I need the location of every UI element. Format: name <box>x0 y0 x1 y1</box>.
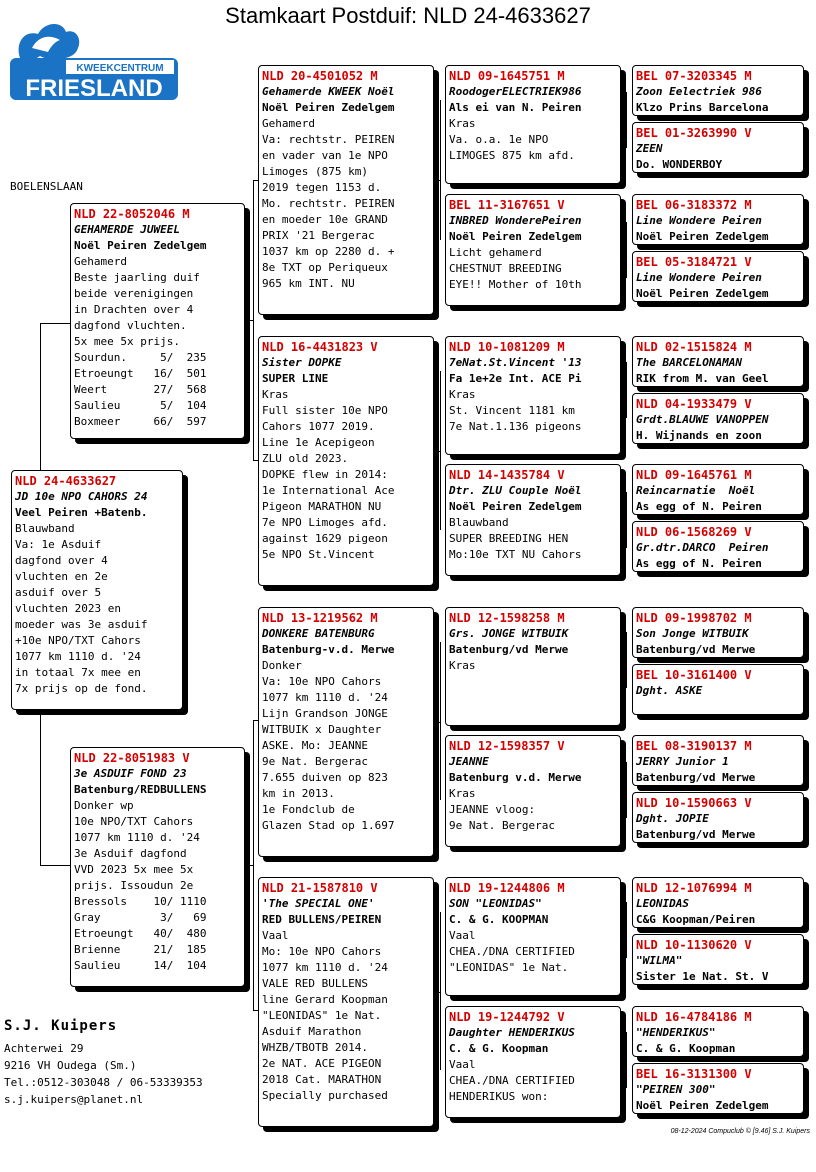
note-line: VVD 2023 5x mee 5x <box>74 863 194 876</box>
pedigree-card-gen5-12 <box>632 792 804 843</box>
ring-number: BEL 01-3263990 V <box>636 126 752 140</box>
note-line: 3e Asduif dagfond <box>74 847 187 860</box>
note-line: Kras <box>449 388 476 401</box>
note-line: 7x prijs op de fond. <box>15 682 148 695</box>
note-line: Mo. rechtstr. PEIREN <box>262 197 395 210</box>
ring-number: NLD 09-1998702 M <box>636 611 752 625</box>
note-line: Brienne 21/ 185 <box>74 943 207 956</box>
ring-number: NLD 09-1645751 M <box>449 69 565 83</box>
pedigree-card-gen4-4 <box>445 464 621 576</box>
note-line: prijs. Issoudun 2e <box>74 879 194 892</box>
pedigree-card-gen5-13 <box>632 877 804 928</box>
breeder: Batenburg-v.d. Merwe <box>262 643 395 656</box>
owner-phone: Tel.:0512-303048 / 06-53339353 <box>4 1076 203 1089</box>
ring-number: NLD 10-1081209 M <box>449 340 565 354</box>
ring-number: NLD 14-1435784 V <box>449 468 565 482</box>
pigeon-name: SON "LEONIDAS" <box>449 897 542 910</box>
breeder: Noël Peiren Zedelgem <box>74 239 207 252</box>
pigeon-name: RoodogerELECTRIEK986 <box>449 85 582 98</box>
note-line: DOPKE flew in 2014: <box>262 468 388 481</box>
note-line: CHEA./DNA CERTIFIED <box>449 1074 575 1087</box>
pigeon-name: JEANNE <box>449 755 489 768</box>
pedigree-card-gen5-9 <box>632 607 804 658</box>
note-line: WITBUIK x Daughter <box>262 723 382 736</box>
pigeon-name: ZEEN <box>636 142 663 155</box>
pigeon-name: Line Wondere Peiren <box>636 214 762 227</box>
note-line: Blauwband <box>15 522 75 535</box>
note-line: CHEA./DNA CERTIFIED <box>449 945 575 958</box>
pedigree-card-gen4-3 <box>445 336 621 455</box>
ring-number: NLD 19-1244792 V <box>449 1010 565 1024</box>
note-line: SUPER BREEDING HEN <box>449 532 569 545</box>
breeder: Noël Peiren Zedelgem <box>449 230 582 243</box>
pedigree-card-gen5-14 <box>632 934 804 985</box>
pedigree-card-gen4-8 <box>445 1006 621 1118</box>
breeder: RIK from M. van Geel <box>636 372 769 385</box>
note-line: Pigeon MARATHON NU <box>262 500 382 513</box>
note-line: +10e NPO/TXT Cahors <box>15 634 141 647</box>
ring-number: NLD 12-1598357 V <box>449 739 565 753</box>
note-line: 1037 km op 2280 d. + <box>262 245 395 258</box>
breeder: C&G Koopman/Peiren <box>636 913 756 926</box>
pedigree-card-gen4-1 <box>445 65 621 184</box>
pigeon-name: "PEIREN 300" <box>636 1083 716 1096</box>
breeder: SUPER LINE <box>262 372 329 385</box>
pigeon-name: Dght. JOPIE <box>636 812 709 825</box>
owner-name: S.J. Kuipers <box>4 1018 118 1034</box>
note-line: vluchten 2023 en <box>15 602 121 615</box>
note-line: Glazen Stad op 1.697 <box>262 819 395 832</box>
breeder: C. & G. Koopman <box>449 1042 549 1055</box>
pigeon-name: Grdt.BLAUWE VANOPPEN <box>636 413 769 426</box>
note-line: Etroeungt 16/ 501 <box>74 367 207 380</box>
ring-number: BEL 08-3190137 M <box>636 739 752 753</box>
pedigree-card-gen4-5 <box>445 607 621 726</box>
note-line: Full sister 10e NPO <box>262 404 388 417</box>
note-line: Beste jaarling duif <box>74 271 200 284</box>
note-line: Donker wp <box>74 799 134 812</box>
pedigree-card-gen4-7 <box>445 877 621 996</box>
note-line: Cahors 1077 2019. <box>262 420 375 433</box>
note-line: 1077 km 1110 d. '24 <box>15 650 141 663</box>
pedigree-card-gen3-3 <box>258 607 434 857</box>
note-line: Saulieu 5/ 104 <box>74 399 207 412</box>
footer-credit: 08-12-2024 Compuclub © [9.46] S.J. Kuipers <box>670 1128 810 1135</box>
note-line: Weert 27/ 568 <box>74 383 207 396</box>
pigeon-name: DONKERE BATENBURG <box>262 627 375 640</box>
note-line: Gehamerd <box>74 255 127 268</box>
pigeon-name: Zoon Eelectriek 986 <box>636 85 762 98</box>
pigeon-name: LEONIDAS <box>636 897 689 910</box>
location-label: BOELENSLAAN <box>10 180 83 193</box>
ring-number: NLD 10-1130620 V <box>636 938 752 952</box>
pigeon-name: Daughter HENDERIKUS <box>449 1026 575 1039</box>
ring-number: NLD 20-4501052 M <box>262 69 378 83</box>
note-line: en moeder 10e GRAND <box>262 213 388 226</box>
note-line: "LEONIDAS" 1e Nat. <box>262 1009 382 1022</box>
note-line: Kras <box>449 659 476 672</box>
note-line: Va: 10e NPO Cahors <box>262 675 382 688</box>
note-line: line Gerard Koopman <box>262 993 388 1006</box>
pedigree-card-gen5-4 <box>632 251 804 302</box>
pedigree-card-subject <box>11 470 183 710</box>
note-line: 1e Fondclub de <box>262 803 355 816</box>
note-line: Mo: 10e NPO Cahors <box>262 945 382 958</box>
note-line: 1e International Ace <box>262 484 395 497</box>
note-line: EYE!! Mother of 10th <box>449 278 582 291</box>
breeder: RED BULLENS/PEIREN <box>262 913 382 926</box>
pedigree-card-gen3-2 <box>258 336 434 586</box>
pigeon-name: "WILMA" <box>636 954 683 967</box>
ring-number: BEL 06-3183372 M <box>636 198 752 212</box>
breeder: Noël Peiren Zedelgem <box>636 230 769 243</box>
note-line: "LEONIDAS" 1e Nat. <box>449 961 569 974</box>
note-line: dagfond vluchten. <box>74 319 187 332</box>
note-line: 7.655 duiven op 823 <box>262 771 388 784</box>
note-line: Asduif Marathon <box>262 1025 362 1038</box>
pedigree-card-gen5-10 <box>632 664 804 715</box>
note-line: ASKE. Mo: JEANNE <box>262 739 368 752</box>
note-line: in Drachten over 4 <box>74 303 194 316</box>
pigeon-name: Grs. JONGE WITBUIK <box>449 627 569 640</box>
ring-number: NLD 12-1598258 M <box>449 611 565 625</box>
note-line: 10e NPO/TXT Cahors <box>74 815 194 828</box>
note-line: Specially purchased <box>262 1089 388 1102</box>
ring-number: NLD 16-4431823 V <box>262 340 378 354</box>
pedigree-card-gen4-6 <box>445 735 621 847</box>
owner-block <box>4 1018 203 1108</box>
note-line: Gehamerd <box>262 117 315 130</box>
breeder: Batenburg/vd Merwe <box>449 643 569 656</box>
pedigree-card-gen5-7 <box>632 464 804 515</box>
kweekcentrum-friesland-logo <box>10 18 178 102</box>
ring-number: NLD 22-8051983 V <box>74 751 190 765</box>
note-line: 2018 Cat. MARATHON <box>262 1073 382 1086</box>
pedigree-card-gen5-15 <box>632 1006 804 1057</box>
breeder: C. & G. KOOPMAN <box>449 913 549 926</box>
pigeon-name: Dtr. ZLU Couple Noël <box>449 484 582 497</box>
note-line: VALE RED BULLENS <box>262 977 368 990</box>
note-line: 1077 km 1110 d. '24 <box>262 961 388 974</box>
pedigree-card-gen5-5 <box>632 336 804 387</box>
ring-number: BEL 16-3131300 V <box>636 1067 752 1081</box>
note-line: ZLU old 2023. <box>262 452 349 465</box>
pigeon-name: "HENDERIKUS" <box>636 1026 716 1039</box>
note-line: 9e Nat. Bergerac <box>262 755 368 768</box>
note-line: Kras <box>449 787 476 800</box>
breeder: Batenburg/vd Merwe <box>636 771 756 784</box>
note-line: PRIX '21 Bergerac <box>262 229 375 242</box>
note-line: en vader van 1e NPO <box>262 149 388 162</box>
ring-number: BEL 11-3167651 V <box>449 198 565 212</box>
ring-number: NLD 21-1587810 V <box>262 881 378 895</box>
note-line: Va: 1e Asduif <box>15 538 102 551</box>
note-line: LIMOGES 875 km afd. <box>449 149 575 162</box>
pigeon-name: Dght. ASKE <box>636 684 703 697</box>
breeder: Sister 1e Nat. St. V <box>636 970 769 983</box>
pedigree-card-gen5-2 <box>632 122 804 173</box>
pigeon-name: Reincarnatie Noël <box>636 484 756 497</box>
breeder: Als ei van N. Peiren <box>449 101 582 114</box>
note-line: 8e TXT op Periqueux <box>262 261 388 274</box>
note-line: Etroeungt 40/ 480 <box>74 927 207 940</box>
note-line: 1077 km 1110 d. '24 <box>74 831 200 844</box>
pedigree-card-gen4-2 <box>445 194 621 306</box>
note-line: 7e Nat.1.136 pigeons <box>449 420 582 433</box>
note-line: JEANNE vloog: <box>449 803 536 816</box>
pigeon-name: 7eNat.St.Vincent '13 <box>449 356 582 369</box>
note-line: 2019 tegen 1153 d. <box>262 181 382 194</box>
pigeon-name: INBRED WonderePeiren <box>449 214 582 227</box>
breeder: Veel Peiren +Batenb. <box>15 506 148 519</box>
note-line: km in 2013. <box>262 787 335 800</box>
pedigree-card-gen5-1 <box>632 65 804 116</box>
breeder: Noël Peiren Zedelgem <box>262 101 395 114</box>
breeder: Noël Peiren Zedelgem <box>636 287 769 300</box>
note-line: against 1629 pigeon <box>262 532 388 545</box>
note-line: 9e Nat. Bergerac <box>449 819 555 832</box>
pigeon-name: The BARCELONAMAN <box>636 356 742 369</box>
page-title: Stamkaart Postduif: NLD 24-4633627 <box>225 3 591 28</box>
breeder: Batenburg/vd Merwe <box>636 828 756 841</box>
ring-number: NLD 22-8052046 M <box>74 207 190 221</box>
ring-number: NLD 12-1076994 M <box>636 881 752 895</box>
breeder: As egg of N. Peiren <box>636 500 762 513</box>
ring-number: NLD 10-1590663 V <box>636 796 752 810</box>
note-line: in totaal 7x mee en <box>15 666 141 679</box>
ring-number: NLD 06-1568269 V <box>636 525 752 539</box>
note-line: Va. o.a. 1e NPO <box>449 133 549 146</box>
breeder: Batenburg v.d. Merwe <box>449 771 582 784</box>
pedigree-card-gen3-4 <box>258 877 434 1127</box>
ring-number: NLD 02-1515824 M <box>636 340 752 354</box>
note-line: Kras <box>449 117 476 130</box>
pigeon-name: 3e ASDUIF FOND 23 <box>74 767 187 780</box>
note-line: 965 km INT. NU <box>262 277 355 290</box>
breeder: H. Wijnands en zoon <box>636 429 762 442</box>
ring-number: BEL 05-3184721 V <box>636 255 752 269</box>
note-line: dagfond over 4 <box>15 554 108 567</box>
note-line: Vaal <box>449 1058 476 1071</box>
breeder: C. & G. Koopman <box>636 1042 736 1055</box>
note-line: Vaal <box>449 929 476 942</box>
note-line: vluchten en 2e <box>15 570 108 583</box>
ring-number: NLD 16-4784186 M <box>636 1010 752 1024</box>
note-line: Line 1e Acepigeon <box>262 436 375 449</box>
breeder: Do. WONDERBOY <box>636 158 723 171</box>
breeder: Fa 1e+2e Int. ACE Pi <box>449 372 582 385</box>
pigeon-name: GEHAMERDE JUWEEL <box>74 223 180 236</box>
breeder: Noël Peiren Zedelgem <box>449 500 582 513</box>
ring-number: NLD 24-4633627 <box>15 474 117 488</box>
note-line: Sourdun. 5/ 235 <box>74 351 207 364</box>
pigeon-name: 'The SPECIAL ONE' <box>262 897 375 910</box>
note-line: 2e NAT. ACE PIGEON <box>262 1057 382 1070</box>
note-line: Mo:10e TXT NU Cahors <box>449 548 582 561</box>
pigeon-name: JD 10e NPO CAHORS 24 <box>15 490 148 503</box>
note-line: HENDERIKUS won: <box>449 1090 549 1103</box>
owner-city: 9216 VH Oudega (Sm.) <box>4 1059 137 1072</box>
pedigree-card-dam <box>70 747 245 987</box>
note-line: 1077 km 1110 d. '24 <box>262 691 388 704</box>
note-line: Kras <box>262 388 289 401</box>
note-line: Blauwband <box>449 516 509 529</box>
pedigree-card-gen5-11 <box>632 735 804 786</box>
breeder: Batenburg/REDBULLENS <box>74 783 207 796</box>
note-line: Bressols 10/ 1110 <box>74 895 207 908</box>
pigeon-name: JERRY Junior 1 <box>636 755 729 768</box>
ring-number: NLD 04-1933479 V <box>636 397 752 411</box>
svg-text:KWEEKCENTRUM: KWEEKCENTRUM <box>76 63 164 74</box>
note-line: Boxmeer 66/ 597 <box>74 415 207 428</box>
note-line: 5x mee 5x prijs. <box>74 335 180 348</box>
breeder: Klzo Prins Barcelona <box>636 101 769 114</box>
pedigree-card-gen5-6 <box>632 393 804 444</box>
pedigree-card-gen5-8 <box>632 521 804 572</box>
pedigree-card-sire <box>70 203 245 439</box>
ring-number: NLD 13-1219562 M <box>262 611 378 625</box>
breeder: As egg of N. Peiren <box>636 557 762 570</box>
note-line: moeder was 3e asduif <box>15 618 148 631</box>
pedigree-card-gen5-16 <box>632 1063 804 1114</box>
note-line: beide verenigingen <box>74 287 194 300</box>
breeder: Batenburg/vd Merwe <box>636 643 756 656</box>
note-line: 5e NPO St.Vincent <box>262 548 375 561</box>
note-line: Va: rechtstr. PEIREN <box>262 133 395 146</box>
pedigree-card-gen5-3 <box>632 194 804 245</box>
pigeon-name: Line Wondere Peiren <box>636 271 762 284</box>
note-line: Vaal <box>262 929 289 942</box>
note-line: 7e NPO Limoges afd. <box>262 516 388 529</box>
note-line: asduif over 5 <box>15 586 102 599</box>
breeder: Noël Peiren Zedelgem <box>636 1099 769 1112</box>
note-line: Licht gehamerd <box>449 246 542 259</box>
note-line: Gray 3/ 69 <box>74 911 207 924</box>
note-line: Limoges (875 km) <box>262 165 368 178</box>
svg-text:FRIESLAND: FRIESLAND <box>25 75 163 102</box>
owner-address: Achterwei 29 <box>4 1042 84 1055</box>
note-line: Saulieu 14/ 104 <box>74 959 207 972</box>
pigeon-name: Gr.dtr.DARCO Peiren <box>636 541 769 554</box>
note-line: Donker <box>262 659 302 672</box>
pigeon-name: Sister DOPKE <box>262 356 342 369</box>
note-line: Lijn Grandson JONGE <box>262 707 388 720</box>
ring-number: NLD 19-1244806 M <box>449 881 565 895</box>
pigeon-name: Gehamerde KWEEK Noël <box>262 85 395 98</box>
note-line: CHESTNUT BREEDING <box>449 262 562 275</box>
pedigree-card-gen3-1 <box>258 65 434 315</box>
ring-number: BEL 07-3203345 M <box>636 69 752 83</box>
ring-number: BEL 10-3161400 V <box>636 668 752 682</box>
pigeon-name: Son Jonge WITBUIK <box>636 627 749 640</box>
note-line: WHZB/TBOTB 2014. <box>262 1041 368 1054</box>
ring-number: NLD 09-1645761 M <box>636 468 752 482</box>
owner-email: s.j.kuipers@planet.nl <box>4 1093 144 1106</box>
note-line: St. Vincent 1181 km <box>449 404 575 417</box>
